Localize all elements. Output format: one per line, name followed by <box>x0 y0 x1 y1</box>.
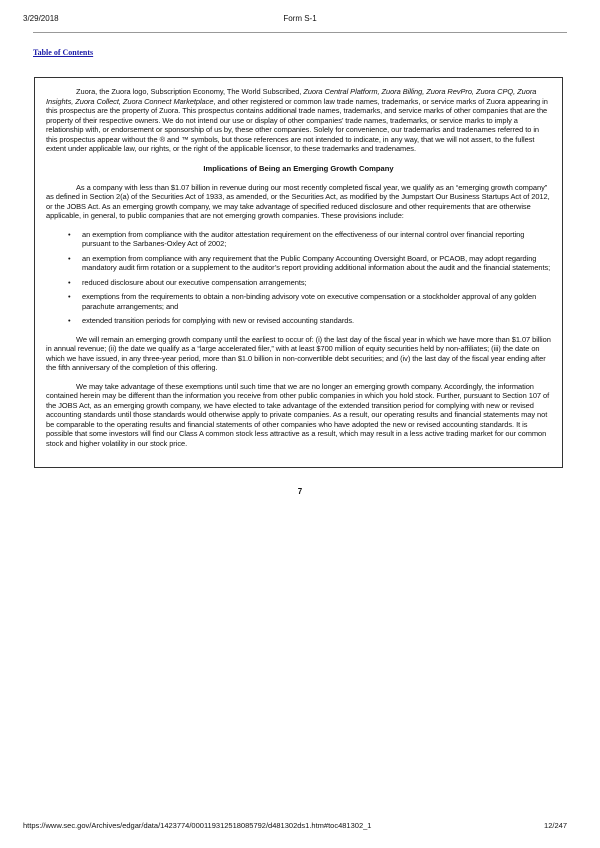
bullet-icon: • <box>68 229 71 239</box>
trademark-paragraph <box>46 87 551 154</box>
list-item <box>46 230 551 249</box>
print-header-date: 3/29/2018 <box>23 14 59 23</box>
header-divider <box>33 32 567 33</box>
list-item-text: extended transition periods for complying with new or revised accounting standards. <box>82 316 355 325</box>
intro-paragraph: As a company with less than $1.07 billion in revenue during our most recently completed fiscal year, we qualify as an “emerging growth company” as defined in Section 2(a) of the Securities Act of 1933, as amended, or the Securities Act, as modified by the Jumpstart Our Business Startups Act of 2012, or the JOBS Act. As an emerging growth company, we may take advantage of specified reduced disclosure and other requirements that are otherwise applicable, in general, to public companies that are not emerging growth companies. These provisions include: <box>46 182 550 220</box>
section-heading: Implications of Being an Emerging Growth Company <box>203 163 394 173</box>
list-item-text: reduced disclosure about our executive compensation arrangements; <box>82 277 307 287</box>
list-item <box>46 254 551 273</box>
trademark-text-2: , and other registered or common law trade names, trademarks, or service marks of Zuora appearing in this prospectus are the property of Zuora. This prospectus contains additional trade names, trademarks, and service marks of other companies that are the property of their respective owners. We do not intend our use or display of other companies’ trade names, trademarks, or service marks to imply a relationship with, or endorsement or sponsorship of us by, these other companies. Solely for convenience, our trademarks and tradenames referred to in this prospectus appear without the ® and ™ symbols, but those references are not intended to indicate, in any way, that we will not assert, to the fullest extent under applicable law, our rights, or the right of the applicable licensor, to these trademarks and tradenames. <box>46 96 548 153</box>
bullet-icon: • <box>68 253 71 263</box>
print-footer-url: https://www.sec.gov/Archives/edgar/data/1423774/000119312518085792/d481302ds1.htm#toc481302_1 <box>23 821 372 830</box>
list-item-text: exemptions from the requirements to obtain a non-binding advisory vote on executive compensation or a stockholder approval of any golden parachute arrangements; and <box>82 292 537 311</box>
list-item-text: an exemption from compliance with any requirement that the Public Company Accounting Oversight Board, or PCAOB, may adopt regarding mandatory audit firm rotation or a supplement to the auditor’s report providing additional information about the audit and the financial statements; <box>82 253 551 272</box>
provisions-list <box>46 230 551 326</box>
bullet-icon: • <box>68 277 71 287</box>
remain-paragraph: We will remain an emerging growth company until the earliest to occur of: (i) the last day of the fiscal year in which we have more than $1.07 billion in annual revenue; (ii) the date we qualify as a “large accelerated filer,” with at least $700 million of equity securities held by non-affiliates; (iii) the date on which we have issued, in any three-year period, more than $1.0 billion in non-convertible debt securities; and (iv) the last day of the fiscal year ending after the fifth anniversary of the completion of this offering. <box>46 334 551 372</box>
table-of-contents-link[interactable]: Table of Contents <box>33 48 94 57</box>
print-footer-page-count: 12/247 <box>544 821 567 830</box>
advantage-paragraph: We may take advantage of these exemptions until such time that we are no longer an emerging growth company. Accordingly, the information contained herein may be different than the information you receive from other public companies in which you hold stock. Further, pursuant to Section 107 of the JOBS Act, as an emerging growth company, we have elected to take advantage of the extended transition period for complying with new or revised accounting standards until those standards would otherwise apply to private companies. As a result, our operating results and financial statements may not be comparable to the operating results and financial statements of other companies who have adopted the new or revised accounting standards. It is possible that some investors will find our Class A common stock less attractive as a result, which may result in a less active trading market for our common stock and higher volatility in our stock price. <box>46 381 550 448</box>
content-box <box>34 77 563 468</box>
bullet-icon: • <box>68 292 71 301</box>
list-item <box>46 292 551 311</box>
list-item <box>46 316 551 326</box>
trademark-text-1: Zuora, the Zuora logo, Subscription Economy, The World Subscribed, <box>76 87 304 96</box>
list-item-text: an exemption from compliance with the auditor attestation requirement on the effectiveness of our internal control over financial reporting pursuant to the Sarbanes-Oxley Act of 2002; <box>82 229 525 248</box>
page-number: 7 <box>297 487 303 496</box>
print-header-title: Form S-1 <box>283 14 317 23</box>
bullet-icon: • <box>68 316 71 325</box>
list-item <box>46 278 551 288</box>
trademark-text-italic: Zuora Central Platform, Zuora Billing, Zuora RevPro, Zuora CPQ, Zuora Insights, Zuora Collect, Zuora Connect Marketplace <box>46 87 537 106</box>
